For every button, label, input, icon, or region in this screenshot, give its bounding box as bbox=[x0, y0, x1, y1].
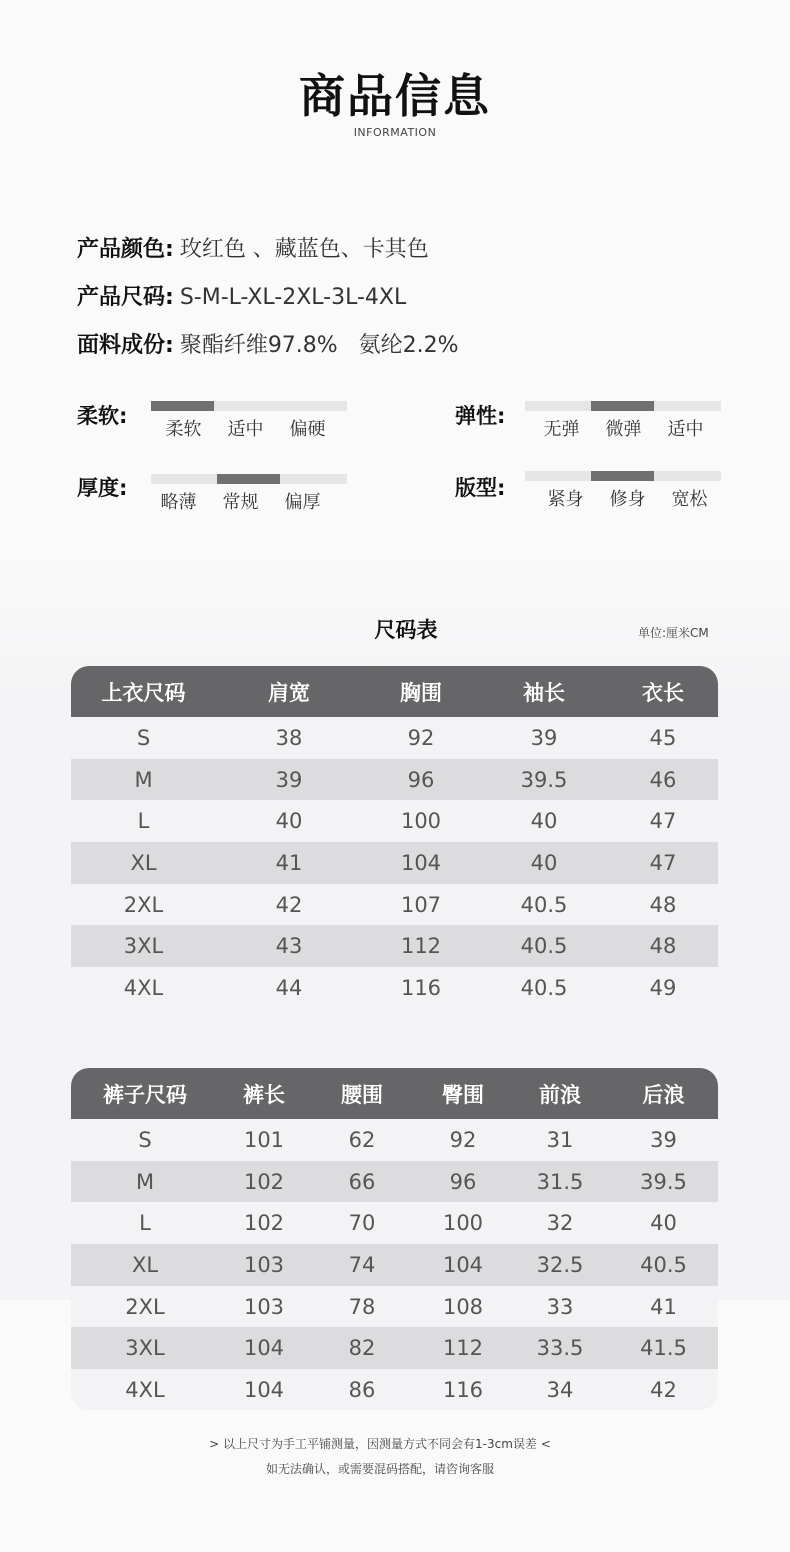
table-cell: 116 bbox=[400, 975, 442, 1000]
table-cell: 96 bbox=[407, 767, 435, 792]
scale-option: 适中 bbox=[227, 419, 264, 440]
table-cell: 102 bbox=[243, 1169, 285, 1194]
scale-option: 无弹 bbox=[543, 419, 580, 440]
table-cell: 40.5 bbox=[520, 892, 568, 917]
info-fabric-label: 面料成份: bbox=[77, 333, 174, 358]
table-cell: 100 bbox=[442, 1211, 484, 1236]
table-row bbox=[71, 759, 718, 801]
table-row bbox=[71, 1369, 718, 1410]
info-row-fabric bbox=[77, 328, 459, 359]
table-cell: 39 bbox=[650, 1127, 677, 1152]
table-cell: 104 bbox=[243, 1377, 285, 1402]
table-cell: 66 bbox=[348, 1169, 376, 1194]
table-row bbox=[71, 925, 718, 967]
table-cell: 34 bbox=[546, 1377, 574, 1402]
table-cell: 78 bbox=[348, 1294, 376, 1319]
table-cell: 41 bbox=[650, 1294, 677, 1319]
softness-scale bbox=[151, 401, 347, 440]
fit-scale bbox=[525, 471, 721, 510]
table-cell: 41.5 bbox=[640, 1336, 687, 1361]
table-cell: S bbox=[138, 1127, 152, 1152]
table-header-cell: 腰围 bbox=[341, 1082, 383, 1107]
table-cell: 31.5 bbox=[536, 1169, 584, 1194]
table-cell: XL bbox=[130, 850, 157, 875]
table-cell: 43 bbox=[275, 934, 303, 959]
footer-note-measurement: > 以上尺寸为手工平铺测量，因测量方式不同会有1-3cm误差 < bbox=[209, 1437, 551, 1451]
table-row bbox=[71, 1286, 718, 1328]
table-cell: 40 bbox=[650, 1211, 677, 1236]
table-cell: 48 bbox=[649, 934, 677, 959]
thickness-label: 厚度: bbox=[77, 476, 128, 500]
table-cell: 112 bbox=[442, 1336, 484, 1361]
table-header-cell: 裤子尺码 bbox=[103, 1082, 187, 1107]
table-cell: 44 bbox=[275, 975, 303, 1000]
pants-size-table bbox=[71, 1068, 718, 1410]
table-cell: 107 bbox=[400, 892, 442, 917]
page-subtitle: INFORMATION bbox=[353, 126, 437, 139]
table-cell: 39 bbox=[530, 725, 558, 750]
table-cell: 2XL bbox=[123, 892, 164, 917]
table-cell: 4XL bbox=[125, 1377, 165, 1402]
table-cell: 39.5 bbox=[520, 767, 568, 792]
table-row bbox=[71, 1119, 718, 1161]
table-header-cell: 臀围 bbox=[442, 1082, 484, 1107]
table-header-cell: 后浪 bbox=[642, 1082, 685, 1107]
table-cell: 40 bbox=[530, 809, 558, 834]
table-cell: 32 bbox=[546, 1211, 574, 1236]
info-size-label: 产品尺码: bbox=[77, 285, 174, 310]
table-cell: 40 bbox=[530, 850, 558, 875]
table-header bbox=[71, 666, 718, 717]
table-row bbox=[71, 717, 718, 759]
softness-label: 柔软: bbox=[77, 404, 128, 428]
scale-option: 常规 bbox=[222, 492, 259, 513]
table-row bbox=[71, 967, 718, 1008]
table-cell: 42 bbox=[650, 1377, 677, 1402]
elasticity-scale bbox=[525, 401, 721, 440]
table-row bbox=[71, 884, 718, 926]
table-cell: M bbox=[135, 1169, 155, 1194]
table-cell: 40.5 bbox=[520, 934, 568, 959]
table-row bbox=[71, 1327, 718, 1369]
table-cell: 92 bbox=[407, 725, 435, 750]
thickness-scale bbox=[151, 474, 347, 513]
table-cell: 31 bbox=[546, 1127, 574, 1152]
elasticity-label: 弹性: bbox=[455, 404, 506, 428]
table-cell: 100 bbox=[400, 809, 442, 834]
info-row-size bbox=[77, 280, 406, 311]
info-color-value: 玫红色 、藏蓝色、卡其色 bbox=[179, 237, 429, 262]
scale-selected-fill bbox=[151, 401, 214, 411]
scale-selected-fill bbox=[591, 471, 654, 481]
table-row bbox=[71, 1244, 718, 1286]
table-header-cell: 上衣尺码 bbox=[101, 680, 186, 705]
table-cell: 86 bbox=[348, 1377, 376, 1402]
table-cell: 3XL bbox=[123, 934, 164, 959]
info-size-value: S-M-L-XL-2XL-3L-4XL bbox=[179, 285, 407, 310]
table-cell: 39.5 bbox=[640, 1169, 687, 1194]
table-cell: 47 bbox=[649, 809, 677, 834]
table-header-cell: 前浪 bbox=[539, 1082, 581, 1107]
scale-option: 略薄 bbox=[160, 492, 197, 513]
table-row bbox=[71, 1161, 718, 1203]
table-header-cell: 袖长 bbox=[523, 680, 565, 705]
scale-option: 偏厚 bbox=[284, 492, 321, 513]
info-fabric-value: 聚酯纤维97.8% 氨纶2.2% bbox=[179, 333, 459, 358]
info-row-color bbox=[77, 232, 429, 263]
table-cell: 70 bbox=[348, 1211, 376, 1236]
table-cell: 45 bbox=[649, 725, 677, 750]
table-cell: 108 bbox=[442, 1294, 484, 1319]
table-cell: 104 bbox=[442, 1252, 484, 1277]
table-cell: 40.5 bbox=[640, 1252, 687, 1277]
table-cell: 102 bbox=[243, 1211, 285, 1236]
table-cell: 46 bbox=[649, 767, 677, 792]
page-title: 商品信息 bbox=[299, 69, 491, 123]
table-cell: XL bbox=[131, 1252, 159, 1277]
size-chart-title: 尺码表 bbox=[374, 618, 438, 642]
table-cell: L bbox=[139, 1211, 151, 1236]
table-cell: 4XL bbox=[123, 975, 164, 1000]
table-cell: 104 bbox=[400, 850, 442, 875]
table-row bbox=[71, 1202, 718, 1244]
table-row bbox=[71, 842, 718, 884]
table-cell: 96 bbox=[449, 1169, 477, 1194]
table-cell: 39 bbox=[275, 767, 303, 792]
scale-option: 宽松 bbox=[671, 489, 708, 510]
table-cell: 48 bbox=[649, 892, 677, 917]
table-cell: 47 bbox=[649, 850, 677, 875]
table-cell: 2XL bbox=[125, 1294, 165, 1319]
table-cell: 33.5 bbox=[536, 1336, 584, 1361]
scale-selected-fill bbox=[591, 401, 654, 411]
scale-option: 柔软 bbox=[165, 419, 202, 440]
table-header bbox=[71, 1068, 718, 1119]
table-header-cell: 衣长 bbox=[642, 680, 684, 705]
table-row bbox=[71, 800, 718, 842]
table-cell: 103 bbox=[243, 1294, 285, 1319]
table-header-cell: 裤长 bbox=[243, 1082, 285, 1107]
table-cell: 49 bbox=[649, 975, 677, 1000]
footer-note-contact: 如无法确认，或需要混码搭配，请咨询客服 bbox=[265, 1462, 494, 1476]
table-cell: 40 bbox=[275, 809, 303, 834]
table-cell: 32.5 bbox=[536, 1252, 584, 1277]
table-cell: 74 bbox=[348, 1252, 376, 1277]
table-cell: 41 bbox=[275, 850, 303, 875]
top-size-table bbox=[71, 666, 718, 1008]
table-cell: 112 bbox=[400, 934, 442, 959]
scale-option: 紧身 bbox=[547, 489, 584, 510]
table-cell: 42 bbox=[275, 892, 303, 917]
table-cell: 103 bbox=[243, 1252, 285, 1277]
table-cell: M bbox=[134, 767, 153, 792]
table-header-cell: 胸围 bbox=[400, 680, 442, 705]
table-cell: 62 bbox=[348, 1127, 376, 1152]
table-cell: 104 bbox=[243, 1336, 285, 1361]
scale-option: 微弹 bbox=[605, 419, 642, 440]
fit-label: 版型: bbox=[455, 476, 506, 500]
scale-option: 修身 bbox=[609, 489, 646, 510]
table-cell: 116 bbox=[442, 1377, 484, 1402]
table-cell: 40.5 bbox=[520, 975, 568, 1000]
table-cell: 92 bbox=[449, 1127, 477, 1152]
table-cell: S bbox=[136, 725, 151, 750]
size-chart-unit: 单位:厘米CM bbox=[638, 626, 709, 640]
table-cell: 3XL bbox=[125, 1336, 165, 1361]
scale-selected-fill bbox=[217, 474, 280, 484]
table-cell: L bbox=[137, 809, 150, 834]
scale-option: 偏硬 bbox=[289, 419, 326, 440]
table-cell: 82 bbox=[348, 1336, 376, 1361]
scale-option: 适中 bbox=[667, 419, 704, 440]
table-cell: 101 bbox=[243, 1127, 285, 1152]
table-cell: 33 bbox=[546, 1294, 574, 1319]
info-color-label: 产品颜色: bbox=[77, 237, 174, 262]
table-header-cell: 肩宽 bbox=[268, 680, 310, 705]
table-cell: 38 bbox=[275, 725, 303, 750]
